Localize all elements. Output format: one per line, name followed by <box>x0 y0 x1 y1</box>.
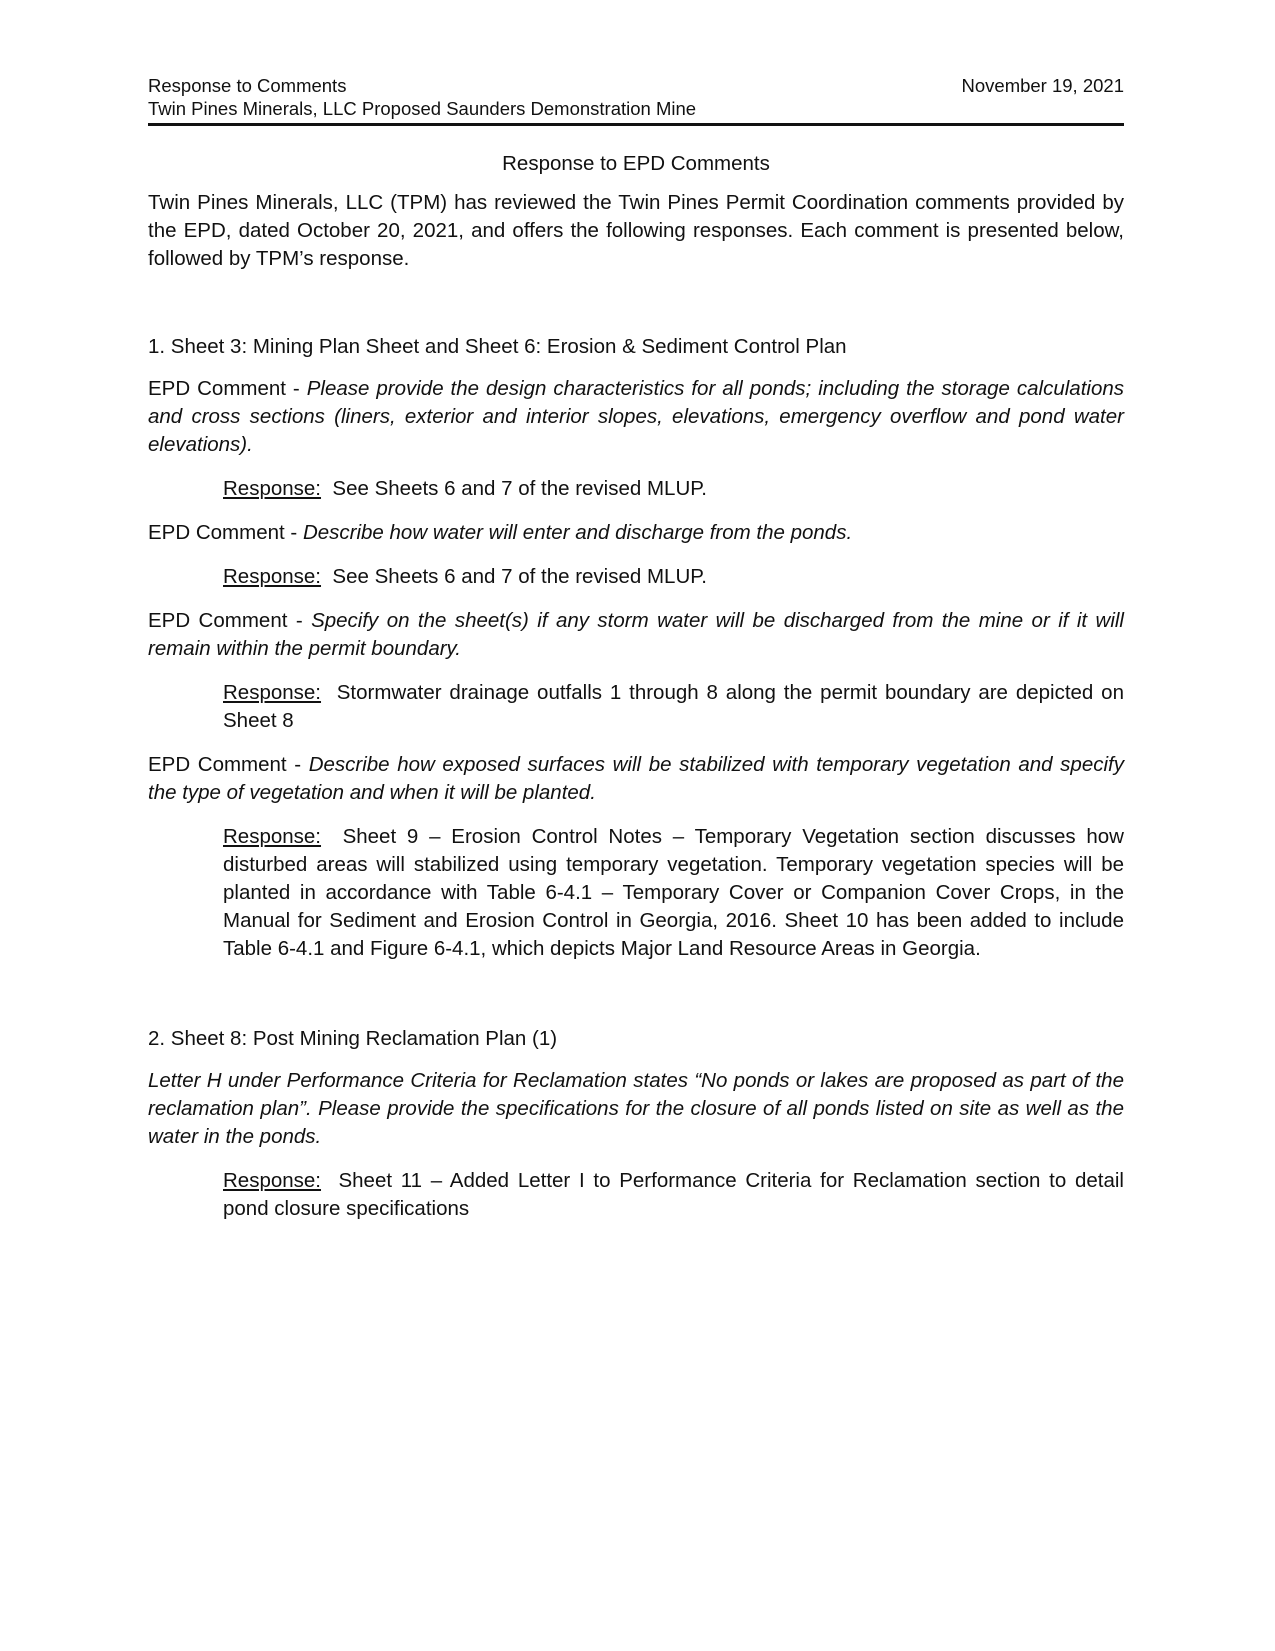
section-heading-1: 1. Sheet 3: Mining Plan Sheet and Sheet 6: Erosion & Sediment Control Plan <box>148 335 847 358</box>
epd-comment-1 <box>148 375 1124 459</box>
response-text: Stormwater drainage outfalls 1 through 8 along the permit boundary are depicted on Sheet 8 <box>223 681 1124 732</box>
intro-paragraph: Twin Pines Minerals, LLC (TPM) has reviewed the Twin Pines Permit Coordination comments provided by the EPD, dated October 20, 2021, and offers the following responses. Each comment is presented below, followed by TPM’s response. <box>148 191 1124 270</box>
page-header <box>148 74 1124 126</box>
comment-text: Please provide the design characteristics for all ponds; including the storage calculations and cross sections (liners, exterior and interior slopes, elevations, emergency overflow and pond water elevations). <box>148 377 1124 456</box>
header-doc-type: Response to Comments <box>148 75 347 96</box>
document-title: Response to EPD Comments <box>502 152 770 175</box>
comment-label: EPD Comment <box>148 377 286 400</box>
response-label: Response: <box>223 681 322 704</box>
response-text: See Sheets 6 and 7 of the revised MLUP. <box>332 565 707 588</box>
comment-text: Describe how exposed surfaces will be stabilized with temporary vegetation and specify the type of vegetation and when it will be planted. <box>148 753 1124 804</box>
comment-separator: - <box>284 521 303 544</box>
response-text: Sheet 11 – Added Letter I to Performance Criteria for Reclamation section to detail pond closure specifications <box>223 1169 1124 1220</box>
section-heading-2: 2. Sheet 8: Post Mining Reclamation Plan (1) <box>148 1027 558 1050</box>
comment-separator: - <box>285 377 307 400</box>
response-1 <box>223 475 1124 503</box>
comment-label: EPD Comment <box>148 609 288 632</box>
epd-comment-4 <box>148 751 1124 807</box>
header-project: Twin Pines Minerals, LLC Proposed Saunders Demonstration Mine <box>148 98 697 119</box>
response-label: Response: <box>223 477 322 500</box>
comment-separator: - <box>286 753 309 776</box>
response-text: See Sheets 6 and 7 of the revised MLUP. <box>332 477 707 500</box>
response-3 <box>223 679 1124 735</box>
header-date: November 19, 2021 <box>961 75 1124 96</box>
comment-separator: - <box>287 609 312 632</box>
response-label: Response: <box>223 1169 322 1192</box>
response-4 <box>223 823 1124 963</box>
response-text: Sheet 9 – Erosion Control Notes – Temporary Vegetation section discusses how disturbed areas will stabilized using temporary vegetation. Temporary vegetation species will be planted in accordance with Table 6-4.1 – Temporary Cover or Companion Cover Crops, in the Manual for Sediment and Erosion Control in Georgia, 2016. Sheet 10 has been added to include Table 6-4.1 and Figure 6-4.1, which depicts Major Land Resource Areas in Georgia. <box>223 825 1124 960</box>
comment-text: Specify on the sheet(s) if any storm water will be discharged from the mine or if it will remain within the permit boundary. <box>148 609 1124 660</box>
comment-label: EPD Comment <box>148 753 287 776</box>
response-label: Response: <box>223 565 322 588</box>
epd-comment-2 <box>148 519 1124 547</box>
comment-label: EPD Comment <box>148 521 285 544</box>
response-label: Response: <box>223 825 322 848</box>
section-2-comment: Letter H under Performance Criteria for Reclamation states “No ponds or lakes are proposed as part of the reclamation plan”. Please provide the specifications for the closure of all ponds listed on site as well as the water in the ponds. <box>148 1069 1124 1148</box>
response-5 <box>223 1167 1124 1223</box>
epd-comment-3 <box>148 607 1124 663</box>
comment-text: Describe how water will enter and discharge from the ponds. <box>302 521 853 544</box>
response-2 <box>223 563 1124 591</box>
document-body <box>148 148 1124 1239</box>
section-spacer <box>148 979 1124 1025</box>
